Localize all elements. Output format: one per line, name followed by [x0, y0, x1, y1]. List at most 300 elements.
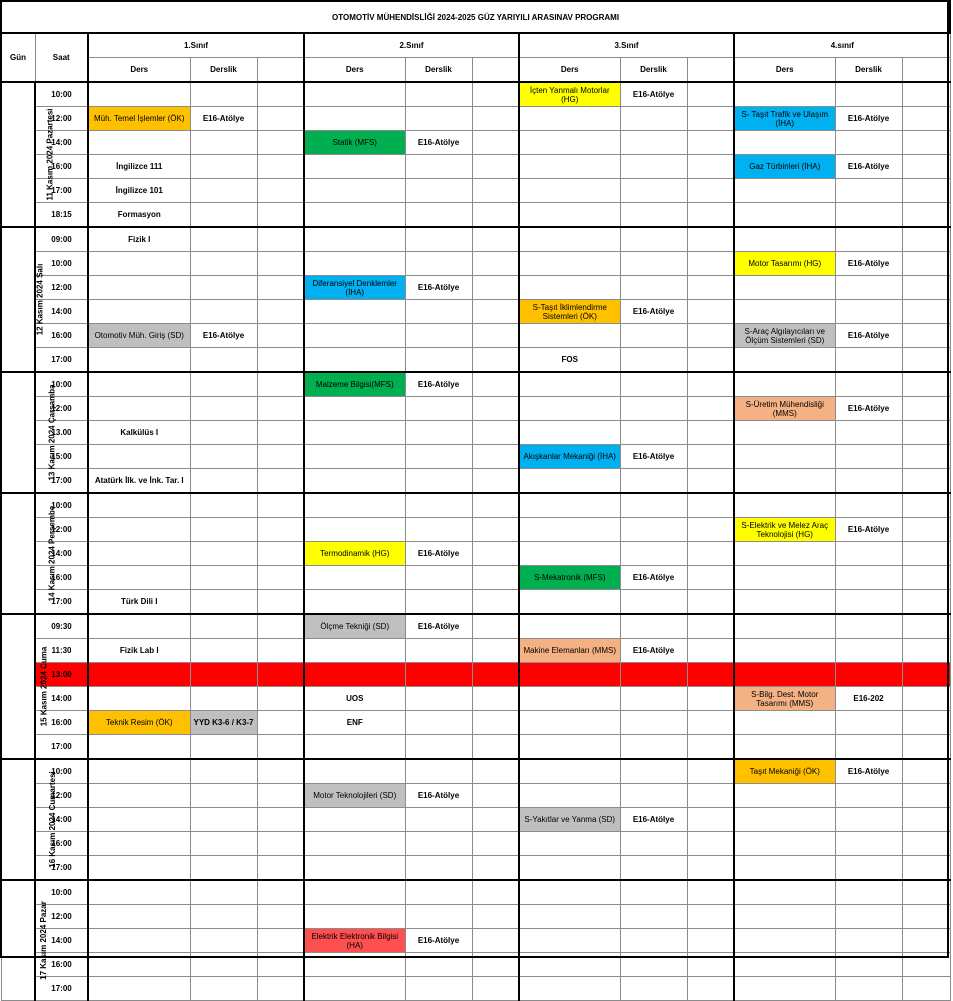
classroom-cell	[190, 348, 257, 373]
classroom-cell	[835, 856, 902, 881]
classroom-cell	[190, 421, 257, 445]
spare-cell	[902, 445, 950, 469]
time-cell: 15:00	[35, 445, 88, 469]
course-cell: S-Araç Algılayıcıları ve Ölçüm Sistemleri (SD)	[734, 324, 835, 348]
course-cell: S-Taşıt İklimlendirme Sistemleri (ÖK)	[519, 300, 620, 324]
classroom-cell	[405, 227, 472, 252]
classroom-cell	[620, 687, 687, 711]
spare-cell	[257, 348, 304, 373]
spare-cell	[257, 131, 304, 155]
spare-cell	[687, 252, 734, 276]
time-cell: 17:00	[35, 179, 88, 203]
day-label-text: 15 Kasım 2024 Cuma	[38, 646, 48, 727]
spare-cell	[472, 880, 519, 905]
spare-cell	[472, 977, 519, 1001]
course-cell	[734, 735, 835, 760]
spare-cell	[472, 107, 519, 131]
classroom-cell	[835, 735, 902, 760]
course-cell	[734, 469, 835, 494]
spare-cell	[687, 687, 734, 711]
spare-cell	[687, 397, 734, 421]
course-cell	[304, 324, 405, 348]
time-cell: 12:00	[35, 397, 88, 421]
course-cell	[88, 905, 190, 929]
spare-cell	[902, 663, 950, 687]
spare-cell	[902, 880, 950, 905]
classroom-cell	[405, 469, 472, 494]
course-cell: Ölçme Tekniği (SD)	[304, 614, 405, 639]
day-label-text: 12 Kasım 2024 Salı	[34, 263, 44, 336]
classroom-cell: YYD K3-6 / K3-7	[190, 711, 257, 735]
schedule-row	[1, 687, 950, 711]
classroom-cell: E16-Atölye	[835, 155, 902, 179]
schedule-row	[1, 953, 950, 977]
classroom-cell	[835, 179, 902, 203]
course-cell	[304, 421, 405, 445]
classroom-cell	[620, 493, 687, 518]
course-cell	[88, 300, 190, 324]
spare-cell	[472, 687, 519, 711]
spare-cell	[472, 663, 519, 687]
spare-cell	[902, 469, 950, 494]
course-cell	[519, 155, 620, 179]
classroom-cell	[405, 203, 472, 228]
spare-cell	[472, 542, 519, 566]
spare-cell	[472, 856, 519, 881]
classroom-cell	[190, 977, 257, 1001]
classroom-cell	[835, 977, 902, 1001]
day-label	[1, 880, 48, 1001]
classroom-cell	[190, 493, 257, 518]
course-cell	[734, 784, 835, 808]
classroom-cell	[405, 639, 472, 663]
course-cell	[304, 227, 405, 252]
course-cell: S-Üretim Mühendisliği (MMS)	[734, 397, 835, 421]
course-cell	[88, 348, 190, 373]
classroom-cell	[190, 614, 257, 639]
spare-cell	[257, 300, 304, 324]
course-cell	[519, 324, 620, 348]
classroom-cell	[620, 179, 687, 203]
spare-cell	[257, 324, 304, 348]
classroom-column-header: Derslik	[190, 58, 257, 83]
classroom-cell	[190, 469, 257, 494]
spare-cell	[687, 469, 734, 494]
spare-cell	[902, 397, 950, 421]
time-cell: 10:00	[35, 372, 88, 397]
time-cell: 17:00	[35, 469, 88, 494]
classroom-cell	[835, 614, 902, 639]
spare-cell	[687, 276, 734, 300]
time-cell: 18:15	[35, 203, 88, 228]
spare-cell	[257, 953, 304, 977]
classroom-cell	[620, 518, 687, 542]
spare-cell	[257, 252, 304, 276]
classroom-cell	[190, 566, 257, 590]
course-cell	[519, 614, 620, 639]
spare-cell	[472, 324, 519, 348]
classroom-cell	[620, 735, 687, 760]
time-cell: 14:00	[35, 808, 88, 832]
spare-cell	[257, 832, 304, 856]
classroom-cell	[835, 493, 902, 518]
schedule-row	[1, 518, 950, 542]
course-cell	[734, 82, 835, 107]
course-cell: Statik (MFS)	[304, 131, 405, 155]
schedule-row	[1, 179, 950, 203]
spare-cell	[257, 203, 304, 228]
course-cell	[519, 905, 620, 929]
classroom-cell	[405, 421, 472, 445]
spare-cell	[257, 566, 304, 590]
course-cell: Makine Elemanları (MMS)	[519, 639, 620, 663]
spare-cell	[902, 832, 950, 856]
spare-cell	[472, 131, 519, 155]
course-cell	[519, 977, 620, 1001]
course-cell	[734, 179, 835, 203]
classroom-cell	[190, 300, 257, 324]
course-cell	[734, 542, 835, 566]
spare-cell	[902, 614, 950, 639]
course-cell	[734, 953, 835, 977]
course-cell	[304, 639, 405, 663]
spare-cell	[902, 977, 950, 1001]
time-cell: 13:00	[35, 663, 88, 687]
classroom-cell	[835, 421, 902, 445]
spare-cell	[687, 784, 734, 808]
classroom-cell: E16-Atölye	[620, 639, 687, 663]
course-cell	[734, 276, 835, 300]
spare-cell	[472, 445, 519, 469]
course-cell: S- Taşıt Trafik ve Ulaşım (İHA)	[734, 107, 835, 131]
time-cell: 16:00	[35, 953, 88, 977]
spare-cell	[902, 590, 950, 615]
spare-cell	[472, 905, 519, 929]
day-label-text: 17 Kasım 2024 Pazar	[38, 901, 48, 980]
day-label-text: 14 Kasım 2024 Perşembe	[46, 505, 56, 602]
classroom-cell	[405, 687, 472, 711]
course-cell	[88, 82, 190, 107]
spare-cell	[472, 493, 519, 518]
classroom-cell	[405, 711, 472, 735]
spare-cell	[687, 735, 734, 760]
time-cell: 16:00	[35, 711, 88, 735]
classroom-cell	[405, 590, 472, 615]
classroom-cell	[405, 518, 472, 542]
day-label	[1, 614, 48, 759]
schedule-row	[1, 203, 950, 228]
spare-cell	[687, 759, 734, 784]
course-cell	[519, 203, 620, 228]
schedule-row	[1, 784, 950, 808]
classroom-cell	[190, 832, 257, 856]
classroom-cell	[190, 179, 257, 203]
schedule-row	[1, 252, 950, 276]
spare-cell	[257, 276, 304, 300]
classroom-column-header: Derslik	[835, 58, 902, 83]
classroom-cell	[835, 469, 902, 494]
spare-cell	[687, 905, 734, 929]
spare-cell	[687, 107, 734, 131]
spare-cell	[472, 832, 519, 856]
classroom-cell	[405, 856, 472, 881]
classroom-cell	[190, 663, 257, 687]
spare-cell	[687, 421, 734, 445]
classroom-cell	[620, 977, 687, 1001]
spare-cell	[687, 518, 734, 542]
spare-cell	[472, 929, 519, 953]
course-cell	[88, 276, 190, 300]
schedule-row	[1, 856, 950, 881]
course-cell	[734, 421, 835, 445]
day-label-text: 16 Kasım 2024 Cumartesi	[47, 771, 57, 868]
course-cell: İçten Yanmalı Motorlar (HG)	[519, 82, 620, 107]
schedule-row	[1, 905, 950, 929]
course-cell	[88, 252, 190, 276]
classroom-cell	[190, 590, 257, 615]
classroom-cell: E16-Atölye	[835, 107, 902, 131]
course-cell	[734, 131, 835, 155]
spare-cell	[472, 518, 519, 542]
classroom-cell	[835, 905, 902, 929]
spare-cell	[472, 348, 519, 373]
spare-cell	[902, 687, 950, 711]
course-cell: Müh. Temel İşlemler (ÖK)	[88, 107, 190, 131]
classroom-cell	[405, 397, 472, 421]
spare-cell	[687, 614, 734, 639]
course-cell	[519, 880, 620, 905]
time-cell: 17:00	[35, 348, 88, 373]
schedule-row	[1, 566, 950, 590]
spare-cell	[257, 711, 304, 735]
spare-cell	[687, 203, 734, 228]
time-cell: 12:00	[35, 518, 88, 542]
course-cell	[734, 663, 835, 687]
schedule-row	[1, 542, 950, 566]
time-cell: 14:00	[35, 542, 88, 566]
course-cell	[88, 663, 190, 687]
schedule-row	[1, 735, 950, 760]
classroom-column-header: Derslik	[620, 58, 687, 83]
course-cell: S-Yakıtlar ve Yanma (SD)	[519, 808, 620, 832]
classroom-cell	[190, 880, 257, 905]
time-cell: 12:00	[35, 905, 88, 929]
course-note: Fizik I	[88, 227, 190, 252]
spare-cell	[472, 276, 519, 300]
classroom-cell: E16-Atölye	[835, 324, 902, 348]
spare-cell	[257, 372, 304, 397]
spare-cell	[257, 929, 304, 953]
classroom-cell	[405, 82, 472, 107]
time-cell: 12:00	[35, 107, 88, 131]
course-cell: Termodinamik (HG)	[304, 542, 405, 566]
spare-cell	[472, 784, 519, 808]
classroom-cell: E16-Atölye	[405, 929, 472, 953]
course-cell	[734, 856, 835, 881]
class-3-header: 3.Sınıf	[519, 33, 734, 58]
course-cell	[519, 687, 620, 711]
spare-column	[902, 58, 950, 83]
classroom-cell	[620, 929, 687, 953]
day-label	[1, 372, 57, 493]
classroom-cell	[620, 397, 687, 421]
spare-cell	[687, 324, 734, 348]
spare-cell	[902, 252, 950, 276]
classroom-cell	[405, 735, 472, 760]
classroom-column-header: Derslik	[405, 58, 472, 83]
spare-cell	[687, 372, 734, 397]
time-cell: 10:00	[35, 880, 88, 905]
spare-cell	[472, 639, 519, 663]
spare-cell	[257, 397, 304, 421]
course-cell: Malzeme Bilgisi(MFS)	[304, 372, 405, 397]
spare-column	[687, 58, 734, 83]
course-cell: S-Elektrik ve Melez Araç Teknolojisi (HG)	[734, 518, 835, 542]
spare-cell	[257, 663, 304, 687]
classroom-cell	[405, 953, 472, 977]
spare-cell	[902, 518, 950, 542]
course-cell	[519, 179, 620, 203]
course-cell	[519, 832, 620, 856]
classroom-cell	[620, 784, 687, 808]
time-cell: 14:00	[35, 131, 88, 155]
classroom-cell	[190, 203, 257, 228]
spare-cell	[687, 300, 734, 324]
classroom-cell	[190, 856, 257, 881]
course-cell	[88, 518, 190, 542]
spare-cell	[257, 179, 304, 203]
schedule-row	[1, 348, 950, 373]
schedule-row	[1, 421, 950, 445]
spare-cell	[257, 880, 304, 905]
course-cell	[519, 252, 620, 276]
classroom-cell	[190, 929, 257, 953]
course-cell	[88, 856, 190, 881]
course-cell	[88, 880, 190, 905]
spare-cell	[257, 784, 304, 808]
course-cell	[304, 469, 405, 494]
classroom-cell	[405, 300, 472, 324]
course-cell	[734, 832, 835, 856]
schedule-row	[1, 880, 950, 905]
day-label	[1, 82, 55, 227]
classroom-cell	[405, 880, 472, 905]
classroom-cell	[835, 663, 902, 687]
class-2-header: 2.Sınıf	[304, 33, 519, 58]
classroom-cell	[835, 348, 902, 373]
spare-cell	[257, 445, 304, 469]
classroom-cell: E16-Atölye	[405, 131, 472, 155]
classroom-cell	[190, 808, 257, 832]
classroom-cell	[620, 905, 687, 929]
course-cell	[88, 808, 190, 832]
classroom-cell	[190, 82, 257, 107]
time-cell: 10:00	[35, 493, 88, 518]
schedule-row	[1, 155, 950, 179]
classroom-cell	[190, 276, 257, 300]
classroom-cell: E16-Atölye	[405, 784, 472, 808]
course-cell	[734, 300, 835, 324]
course-cell	[519, 590, 620, 615]
spare-cell	[687, 880, 734, 905]
course-cell	[519, 107, 620, 131]
spare-cell	[902, 155, 950, 179]
course-cell	[304, 82, 405, 107]
spare-cell	[257, 155, 304, 179]
course-cell	[304, 203, 405, 228]
course-cell	[304, 808, 405, 832]
course-note: Türk Dili I	[88, 590, 190, 615]
schedule-row	[1, 663, 950, 687]
classroom-cell	[405, 905, 472, 929]
spare-cell	[472, 566, 519, 590]
classroom-cell	[190, 542, 257, 566]
course-cell	[88, 977, 190, 1001]
time-cell: 17:00	[35, 856, 88, 881]
classroom-cell	[835, 445, 902, 469]
course-cell	[734, 808, 835, 832]
spare-cell	[472, 953, 519, 977]
classroom-cell: E16-Atölye	[835, 397, 902, 421]
course-cell	[304, 397, 405, 421]
course-cell	[88, 759, 190, 784]
course-note: FOS	[519, 348, 620, 373]
classroom-cell	[405, 445, 472, 469]
time-cell: 16:00	[35, 155, 88, 179]
classroom-cell	[190, 759, 257, 784]
course-cell	[734, 372, 835, 397]
course-cell	[519, 953, 620, 977]
course-cell	[734, 880, 835, 905]
schedule-row	[1, 131, 950, 155]
classroom-cell	[405, 808, 472, 832]
classroom-cell	[405, 107, 472, 131]
course-cell	[519, 421, 620, 445]
schedule-row	[1, 590, 950, 615]
schedule-row	[1, 639, 950, 663]
course-cell	[88, 372, 190, 397]
schedule-row	[1, 397, 950, 421]
course-note: Fizik Lab I	[88, 639, 190, 663]
spare-cell	[257, 518, 304, 542]
course-cell	[304, 155, 405, 179]
classroom-cell	[190, 953, 257, 977]
classroom-cell	[620, 880, 687, 905]
spare-cell	[902, 929, 950, 953]
time-cell: 09:00	[35, 227, 88, 252]
classroom-cell	[835, 372, 902, 397]
spare-cell	[902, 82, 950, 107]
schedule-row	[1, 324, 950, 348]
course-note: ENF	[304, 711, 405, 735]
course-cell	[734, 445, 835, 469]
time-cell: 17:00	[35, 590, 88, 615]
spare-cell	[902, 179, 950, 203]
spare-cell	[257, 227, 304, 252]
course-cell	[304, 977, 405, 1001]
classroom-cell	[405, 493, 472, 518]
course-cell	[734, 929, 835, 953]
classroom-cell	[190, 227, 257, 252]
time-cell: 17:00	[35, 735, 88, 760]
classroom-cell	[405, 977, 472, 1001]
spare-cell	[472, 252, 519, 276]
schedule-row	[1, 808, 950, 832]
classroom-cell	[190, 397, 257, 421]
classroom-cell: E16-Atölye	[405, 614, 472, 639]
course-column-header: Ders	[734, 58, 835, 83]
schedule-row	[1, 372, 950, 397]
